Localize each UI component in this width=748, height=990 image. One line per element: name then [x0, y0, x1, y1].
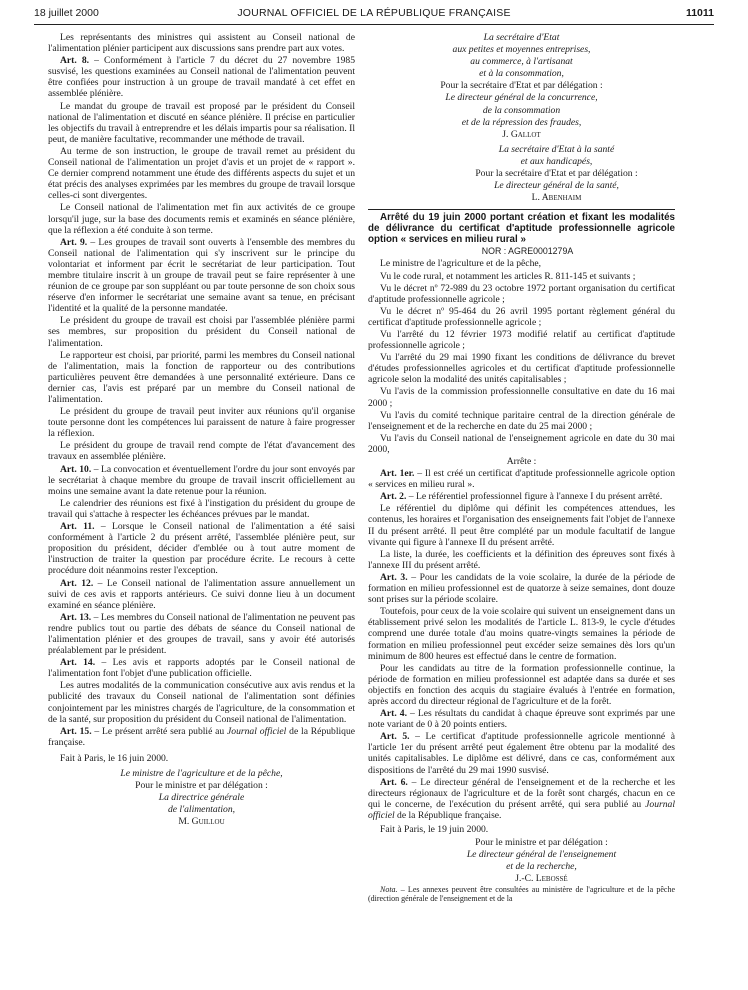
footnote-label: Nota. – [380, 885, 405, 895]
header-date: 18 juillet 2000 [34, 7, 99, 19]
visa: Vu l'avis du comité technique paritaire central de la direction générale de l'enseignement et de la recherche en date du 25 mai 2000 ; [368, 409, 675, 432]
right-column [368, 32, 675, 904]
visa: Vu le décret nº 95-464 du 26 avril 1995 portant règlement général du certificat d'aptitude professionnelle agricole ; [368, 305, 675, 328]
paragraph: Au terme de son instruction, le groupe de travail remet au président du Conseil national de l'alimentation un projet d'avis et un projet de « rapport ». Ce dernier comprend notamment une étude des différents aspects du sujet et un état précis des analyses exprimées par les membres du groupe de travail lorsque celles-ci sont divergentes. [48, 145, 355, 202]
article-6 [368, 777, 675, 821]
article-label: Art. 13. [60, 611, 92, 623]
section-divider [368, 209, 675, 210]
article-text: – Les avis et rapports adoptés par le Conseil national de l'alimentation font l'objet d'une publication officielle. [48, 657, 355, 680]
signature-line: aux petites et moyennes entreprises, [452, 44, 591, 56]
signatory-name: J.-C. Lebossé [515, 873, 568, 885]
article-text: – Pour les candidats de la voie scolaire, la durée de la période de formation en milieu professionnel est de quatorze à seize semaines, dont douze sont prises sur la période scolaire. [368, 571, 676, 606]
signature-line: et à la consommation, [479, 68, 564, 80]
article-text: – La convocation et éventuellement l'ordre du jour sont envoyés par le secrétariat à chaque membre du groupe de travail inscrit officiellement au moins une semaine avant la date retenue pour la réunion. [48, 463, 355, 497]
article-label: Art. 8. [60, 55, 90, 67]
paragraph: Pour les candidats au titre de la formation professionnelle continue, la période de formation en milieu professionnel est adaptée dans sa durée et ses objectifs en fonction des acquis du stagiaire évalués à l'entrée en formation, après accord du directeur régional de l'agriculture et de la forêt. [368, 662, 675, 707]
signature-date: Fait à Paris, le 16 juin 2000. [60, 752, 169, 764]
header-journal-title: JOURNAL OFFICIEL DE LA RÉPUBLIQUE FRANÇAISE [237, 7, 511, 19]
article-label: Art. 3. [380, 571, 408, 583]
signature-line: et de la recherche, [506, 861, 577, 873]
article-label: Art. 4. [380, 708, 407, 720]
article-14 [48, 657, 355, 679]
signature-block [368, 837, 675, 884]
visa: Vu le décret nº 72-989 du 23 octobre 1972 portant organisation du certificat d'aptitude professionnelle agricole ; [368, 282, 675, 305]
journal-reference: Journal officiel [227, 725, 287, 737]
signature-line: La secrétaire d'Etat [483, 32, 560, 43]
article-text: – Lorsque le Conseil national de l'alimentation a été saisi conformément à l'article 2 du présent arrêté, l'assemblée plénière peut, sur proposition du président, décider d'emblée ou à tout autre moment de l'instruction de traiter la question par procédure écrite. Le recours à cette procédure doit néanmoins rester l'exception. [48, 521, 355, 577]
signature-block [368, 144, 675, 203]
paragraph: Les représentants des ministres qui assistent au Conseil national de l'alimentation plénier participent aux discussions sans prendre part aux votes. [48, 32, 355, 55]
paragraph: Le calendrier des réunions est fixé à l'instigation du président du groupe de travail qui s'attache à respecter les échéances prévues par le mandat. [48, 497, 355, 520]
footnote [368, 885, 675, 903]
paragraph: Le président du groupe de travail peut inviter aux réunions qu'il organise toute personne dont les compétences lui paraissent de nature à faire progresser la réflexion. [48, 406, 355, 440]
signature-line: Le directeur général de la concurrence, [445, 92, 598, 104]
article-2 [368, 491, 675, 502]
signature-line: La directrice générale [158, 792, 245, 804]
article-text: – Le certificat d'aptitude professionnelle agricole mentionné à l'article 1er du présent arrêté peut également être obtenu par la modalité des unités capitalisables. Le diplôme est délivré, dans ce cas, conformément aux dispositions de l'arrêté du 29 mai 1990 susvisé. [368, 731, 675, 776]
signature-line: Le directeur général de l'enseignement [466, 849, 617, 861]
article-text: – Le directeur général de l'enseignement et de la recherche et les directeurs régionaux de l'agriculture et de la forêt sont chargés, chacun en ce qui le concerne, de l'exécution du présent arrêté, qui sera publié au [368, 776, 676, 810]
article-label: Art. 2. [380, 491, 407, 503]
article-8 [48, 55, 355, 99]
signature-block [48, 768, 355, 827]
arrete-heading: Arrête : [506, 456, 537, 467]
article-13 [48, 612, 355, 656]
paragraph: Le ministre de l'agriculture et de la pêche, [380, 258, 542, 270]
article-1 [368, 468, 675, 490]
article-text: de la République française. [48, 725, 356, 748]
paragraph: Le Conseil national de l'alimentation met fin aux activités de ce groupe lorsqu'il juge, sur la base des documents remis et examinés en séance plénière, que la réflexion a été conduite à son terme. [48, 202, 355, 236]
article-label: Art. 11. [60, 521, 95, 533]
article-text: – Il est créé un certificat d'aptitude professionnelle agricole option « services en milieu rural ». [368, 468, 675, 491]
page-header [34, 4, 714, 25]
left-column [48, 32, 355, 828]
article-label: Art. 15. [60, 725, 92, 737]
signature-line: et aux handicapés, [520, 155, 593, 167]
article-15 [48, 726, 355, 748]
signatory-name: L. Abenhaim [531, 192, 582, 204]
paragraph: Le référentiel du diplôme qui définit les compétences attendues, les contenus, les horaires et l'organisation des enseignements fait l'objet de l'annexe II du présent arrêté. Il peut être complété par un module facultatif de langue vivante qui figure à l'annexe II du présent arrêté. [368, 503, 675, 548]
footnote-text: Les annexes peuvent être consultées au ministère de l'agriculture et de la pêche (direction générale de l'enseignement et de la [368, 885, 676, 904]
visa: Vu l'avis de la commission professionnelle consultative en date du 16 mai 2000 ; [368, 386, 675, 409]
signature-line: Le ministre de l'agriculture et de la pêche, [120, 768, 283, 779]
signature-line: Pour la secrétaire d'Etat et par délégation : [475, 168, 638, 180]
header-page-number: 11011 [685, 7, 714, 19]
signature-line: Pour le ministre et par délégation : [475, 837, 608, 849]
visa: Vu l'arrêté du 29 mai 1990 fixant les conditions de délivrance du brevet d'études professionnelles agricoles et du certificat d'aptitude professionnelle agricole selon la modalité des unités capitalisables ; [368, 352, 675, 386]
article-text: – Les membres du Conseil national de l'alimentation ne peuvent pas rendre publics tout ou partie des débats de séance du Conseil national de l'alimentation plénier et des groupes de travail, sans y avoir été autorisés préalablement par le président. [48, 611, 355, 657]
article-9 [48, 237, 355, 315]
signatory-name: M. Guillou [178, 816, 225, 828]
signature-line: La secrétaire d'Etat à la santé [498, 143, 615, 155]
article-label: Art. 1er. [380, 468, 415, 480]
paragraph: Le rapporteur est choisi, par priorité, parmi les membres du Conseil national de l'alimentation, mais la fonction de rapporteur ou des contributions particulières peuvent être demandées à une personnalité extérieure. Dans ce dernier cas, l'avis est préparé par un membre du Conseil national de l'alimentation. [48, 349, 355, 405]
article-3 [368, 572, 675, 605]
paragraph: Le président du groupe de travail est choisi par l'assemblée plénière parmi ses membres, sur proposition du président du Conseil national de l'alimentation. [48, 315, 355, 349]
journal-reference: Journal officiel [368, 798, 675, 821]
article-text: – Le référentiel professionnel figure à l'annexe I du présent arrêté. [406, 491, 663, 503]
article-label: Art. 5. [380, 731, 410, 743]
article-label: Art. 12. [60, 577, 94, 589]
signatory-name: J. Gallot [502, 128, 541, 140]
paragraph: Les autres modalités de la communication consécutive aux avis rendus et la publicité des travaux du Conseil national de l'alimentation sont définies conjointement par les ministres chargés de l'agriculture, de la consommation et de la santé, sur proposition du président du Conseil national de l'alimentation. [48, 680, 355, 725]
article-5 [368, 731, 675, 775]
signature-line: au commerce, à l'artisanat [470, 56, 573, 68]
article-4 [368, 708, 675, 730]
paragraph: La liste, la durée, les coefficients et la définition des épreuves sont fixés à l'annexe III du présent arrêté. [368, 548, 675, 571]
article-text: – Le Conseil national de l'alimentation assure annuellement un suivi de ces avis et rapports antérieurs. Ce suivi donne lieu à un document examiné en séance plénière. [48, 577, 355, 611]
article-11 [48, 521, 355, 576]
signature-line: Pour le ministre et par délégation : [135, 780, 268, 792]
article-12 [48, 578, 355, 611]
decree-title: Arrêté du 19 juin 2000 portant création et fixant les modalités de délivrance du certificat d'aptitude professionnelle agricole option « services en milieu rural » [368, 212, 675, 246]
article-text: – Les résultats du candidat à chaque épreuve sont exprimés par une note variant de 0 à 20 points entiers. [368, 708, 675, 731]
article-10 [48, 464, 355, 497]
article-label: Art. 10. [60, 463, 92, 475]
paragraph: Le mandat du groupe de travail est proposé par le président du Conseil national de l'alimentation et discuté en séance plénière. Il précise en particulier les objectifs du travail à entreprendre et les délais impartis pour sa réalisation. Il peut, de manière facultative, recommander une méthode de travail. [48, 100, 355, 145]
article-text: de la République française. [394, 809, 502, 821]
signature-line: et de la répression des fraudes, [461, 116, 582, 128]
article-text: – Conformément à l'article 7 du décret du 27 novembre 1985 susvisé, les questions examinées au Conseil national de l'alimentation peuvent être confiées pour instruction à un groupe de travail mandaté à cet effet en assemblée plénière. [48, 55, 355, 100]
article-text: – Le présent arrêté sera publié au [91, 725, 228, 737]
paragraph: Le président du groupe de travail rend compte de l'état d'avancement des travaux en assemblée plénière. [48, 440, 355, 463]
visa: Vu l'avis du Conseil national de l'enseignement agricole en date du 30 mai 2000, [368, 432, 675, 455]
signature-line: de l'alimentation, [167, 804, 236, 816]
article-label: Art. 6. [380, 776, 408, 788]
nor-reference: NOR : AGRE0001279A [481, 246, 574, 257]
visa: Vu l'arrêté du 12 février 1973 modifié relatif au certificat d'aptitude professionnelle agricole ; [368, 328, 675, 352]
signature-line: de la consommation [482, 104, 561, 116]
signature-block [368, 32, 675, 140]
signature-line: Le directeur général de la santé, [494, 180, 619, 192]
signature-date: Fait à Paris, le 19 juin 2000. [380, 824, 489, 835]
article-label: Art. 14. [60, 657, 96, 669]
article-label: Art. 9. [60, 236, 88, 248]
article-text: – Les groupes de travail sont ouverts à l'ensemble des membres du Conseil national de l'alimentation qui s'y inscrivent sur le principe du volontariat et informent par écrit le secrétariat de leur participation. Tout membre titulaire inscrit à un groupe de travail peut se faire représenter à une réunion de ce groupe par son suppléant ou par toute personne de son choix sous réserve d'en informer le secrétariat une semaine avant sa tenue, en précisant l'identité et la qualité de la personne mandatée. [48, 236, 356, 315]
signature-line: Pour la secrétaire d'Etat et par délégation : [440, 80, 603, 92]
paragraph: Toutefois, pour ceux de la voie scolaire qui suivent un enseignement dans un établissement privé selon les modalités de l'article L. 813-9, le cycle d'études comprend une durée totale d'au moins quatre-vingts semaines la période de formation en milieu professionnel peut excéder seize semaines dès lors qu'un minimum de 800 heures est effectué dans le centre de formation. [368, 606, 675, 662]
visa: Vu le code rural, et notamment les articles R. 811-145 et suivants ; [380, 270, 636, 282]
